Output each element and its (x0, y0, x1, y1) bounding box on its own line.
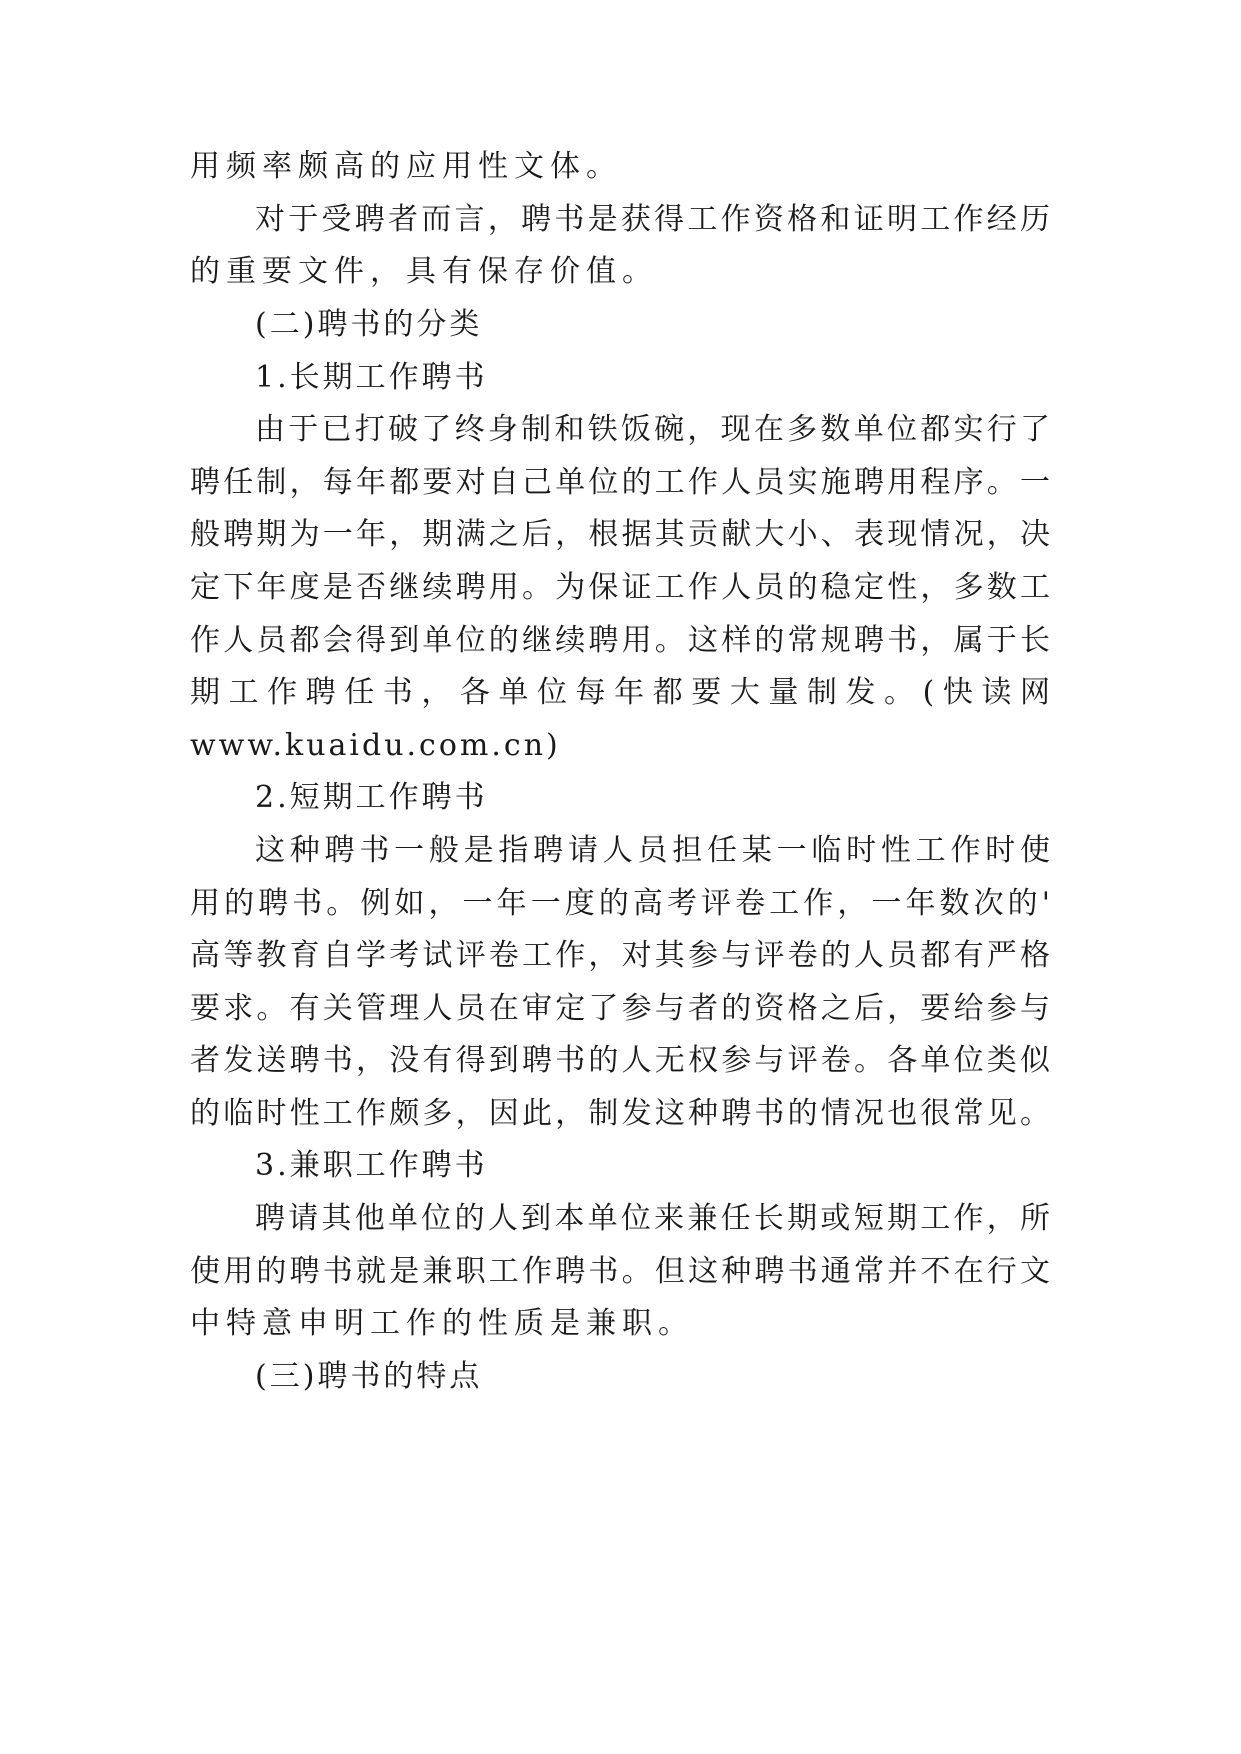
text-line: 的重要文件，具有保存价值。 (190, 254, 658, 289)
paragraph-start: 这种聘书一般是指聘请人员担任某一临时性工作时使 (255, 833, 1050, 868)
text-line: 定下年度是否继续聘用。为保证工作人员的稳定性，多数工 (190, 570, 1050, 605)
text-line: 期工作聘任书，各单位每年都要大量制发。(快读网 (190, 675, 1050, 710)
subsection-heading: 2.短期工作聘书 (255, 780, 488, 815)
paragraph-start: 由于已打破了终身制和铁饭碗，现在多数单位都实行了 (255, 412, 1050, 447)
section-heading: (三)聘书的特点 (255, 1359, 483, 1394)
text-line: 使用的聘书就是兼职工作聘书。但这种聘书通常并不在行文 (190, 1254, 1050, 1289)
text-line: 的临时性工作颇多，因此，制发这种聘书的情况也很常见。 (190, 1096, 1050, 1131)
section-heading: (二)聘书的分类 (255, 307, 483, 342)
text-line: 高等教育自学考试评卷工作，对其参与评卷的人员都有严格 (190, 938, 1050, 973)
text-line: 聘任制，每年都要对自己单位的工作人员实施聘用程序。一 (190, 465, 1050, 500)
subsection-heading: 1.长期工作聘书 (255, 360, 488, 395)
text-line: www.kuaidu.com.cn) (190, 728, 561, 763)
text-line: 般聘期为一年，期满之后，根据其贡献大小、表现情况，决 (190, 517, 1050, 552)
text-line: 要求。有关管理人员在审定了参与者的资格之后，要给参与 (190, 991, 1050, 1026)
text-line: 者发送聘书，没有得到聘书的人无权参与评卷。各单位类似 (190, 1043, 1050, 1078)
text-line: 用频率颇高的应用性文体。 (190, 149, 622, 184)
text-line: 中特意申明工作的性质是兼职。 (190, 1306, 694, 1341)
paragraph-start: 聘请其他单位的人到本单位来兼任长期或短期工作，所 (255, 1201, 1050, 1236)
paragraph-start: 对于受聘者而言，聘书是获得工作资格和证明工作经历 (255, 202, 1050, 237)
text-line: 用的聘书。例如，一年一度的高考评卷工作，一年数次的' (190, 886, 1050, 921)
subsection-heading: 3.兼职工作聘书 (255, 1148, 488, 1183)
text-line: 作人员都会得到单位的继续聘用。这样的常规聘书，属于长 (190, 623, 1050, 658)
